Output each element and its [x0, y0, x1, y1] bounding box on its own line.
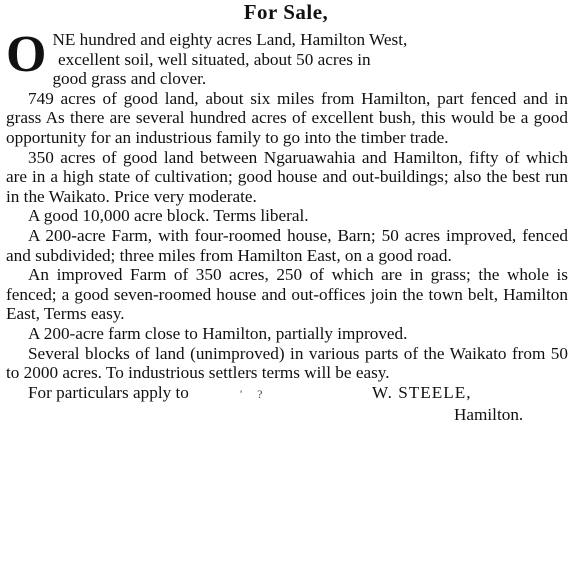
listing-paragraph-7: A 200-acre farm close to Hamilton, partially improved.	[28, 323, 408, 343]
listing-1-line-2: excellent soil, well situated, about 50 acres in	[58, 49, 371, 69]
for-sale-advertisement	[4, 0, 568, 571]
agent-name: W. STEELE,	[372, 382, 472, 402]
listing-paragraph-8: Several blocks of land (unimproved) in various parts of the Waikato from 50 to 2000 acres. To industrious settlers terms will be easy.	[6, 343, 568, 383]
listing-1-rest: good grass and clover.	[52, 69, 207, 89]
drop-cap-letter: O	[6, 26, 47, 83]
ad-heading: For Sale,	[243, 0, 329, 24]
listing-paragraph-3: 350 acres of good land between Ngaruawahia and Hamilton, fifty of which are in a high state of cultivation; good house and out-buildings; also the best run in the Waikato. Price very moderate.	[6, 147, 568, 206]
contact-row	[6, 383, 568, 405]
listing-1-line-1: NE hundred and eighty acres Land, Hamilton West,	[52, 30, 408, 49]
listing-paragraph-1	[6, 26, 568, 89]
print-specks: ' ?	[240, 386, 269, 401]
ad-body	[6, 26, 568, 427]
listing-paragraph-5: A 200-acre Farm, with four-roomed house, Barn; 50 acres improved, fenced and subdivided; three miles from Hamilton East, on a good road.	[6, 225, 568, 265]
agent-location: Hamilton.	[454, 404, 524, 424]
agent-location-row	[6, 405, 568, 427]
listing-paragraph-4: A good 10,000 acre block. Terms liberal.	[28, 206, 309, 226]
apply-instruction: For particulars apply to	[28, 382, 189, 402]
listing-paragraph-2: 749 acres of good land, about six miles from Hamilton, part fenced and in grass As there are several hundred acres of excellent bush, this would be a good opportunity for an industrious family to go into the timber trade.	[6, 88, 568, 147]
listing-paragraph-6: An improved Farm of 350 acres, 250 of which are in grass; the whole is fenced; a good seven-roomed house and out-offices join the town belt, Hamilton East, Terms easy.	[6, 265, 568, 324]
